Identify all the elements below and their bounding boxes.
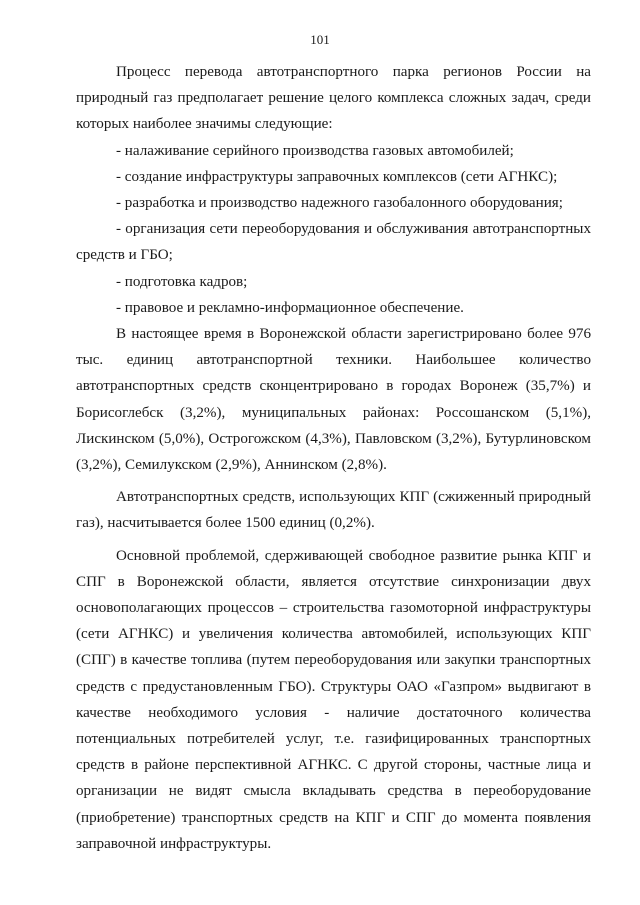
list-item: - подготовка кадров;	[116, 273, 248, 290]
list-item: - правовое и рекламно-информационное обеспечение.	[116, 299, 464, 316]
paragraph-intro: Процесс перевода автотранспортного парка регионов России на природный газ предполагает решение целого комплекса сложных задач, среди которых наиболее значимы следующие:	[76, 64, 591, 133]
paragraph-cng-vehicles: Автотранспортных средств, использующих КПГ (сжиженный природный газ), насчитывается более 1500 единиц (0,2%).	[76, 489, 591, 532]
list-item: - организация сети переоборудования и обслуживания автотранспортных средств и ГБО;	[76, 221, 591, 264]
document-body	[76, 59, 591, 857]
page-number: 101	[310, 32, 330, 47]
list-item: - разработка и производство надежного газобалонного оборудования;	[116, 195, 563, 212]
list-item: - создание инфраструктуры заправочных комплексов (сети АГНКС);	[116, 168, 558, 185]
paragraph-vehicle-stats: В настоящее время в Воронежской области зарегистрировано более 976 тыс. единиц автотранспортной техники. Наибольшее количество автотранспортных средств сконцентрировано в городах Воронеж (35,7%) и Борисоглебск (3,2%), муниципальных районах: Россошанском (5,1%), Лискинском (5,0%), Острогожском (4,3%), Павловском (3,2%), Бутурлиновском (3,2%), Семилукском (2,9%), Аннинском (2,8%).	[76, 326, 591, 474]
paragraph-main-problem: Основной проблемой, сдерживающей свободное развитие рынка КПГ и СПГ в Воронежской области, является отсутствие синхронизации двух основополагающих процессов – строительства газомоторной инфраструктуры (сети АГНКС) и увеличения количества автомобилей, использующих КПГ (СПГ) в качестве топлива (путем переоборудования или закупки транспортных средств с предустановленным ГБО). Структуры ОАО «Газпром» выдвигают в качестве необходимого условия - наличие достаточного количества потенциальных потребителей услуг, т.е. газифицированных транспортных средств в районе перспективной АГНКС. С другой стороны, частные лица и организации не видят смысла вкладывать средства в переоборудование (приобретение) транспортных средств на КПГ и СПГ до момента появления заправочной инфраструктуры.	[76, 547, 591, 852]
list-item: - налаживание серийного производства газовых автомобилей;	[116, 142, 514, 159]
